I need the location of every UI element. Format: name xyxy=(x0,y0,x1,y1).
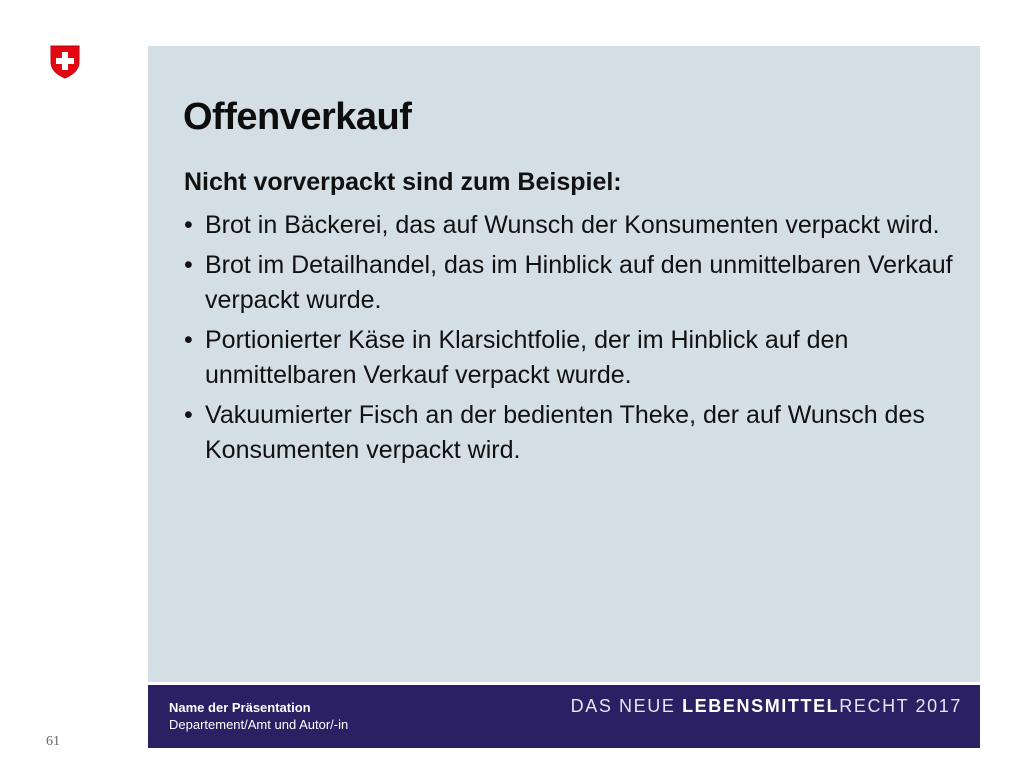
bullet-list xyxy=(184,208,974,473)
swiss-cross-icon xyxy=(50,45,80,79)
footer-presentation-name: Name der Präsentation xyxy=(169,700,311,715)
footer-brand xyxy=(571,696,962,717)
bullet-text: Portionierter Käse in Klarsichtfolie, der im Hinblick auf den unmittelbaren Verkauf verpackt wurde. xyxy=(205,326,849,389)
bullet-dot: • xyxy=(184,326,193,354)
brand-prefix: DAS NEUE xyxy=(570,696,683,716)
list-item xyxy=(184,398,974,468)
bullet-dot: • xyxy=(184,251,193,279)
list-item xyxy=(184,323,974,393)
bullet-text: Vakuumierter Fisch an der bedienten Theke, der auf Wunsch des Konsumenten verpackt wird. xyxy=(205,401,925,464)
list-item xyxy=(184,248,974,318)
footer-department: Departement/Amt und Autor/-in xyxy=(169,717,349,732)
slide-title: Offenverkauf xyxy=(183,96,412,138)
bullet-text: Brot im Detailhandel, das im Hinblick auf den unmittelbaren Verkauf verpackt wurde. xyxy=(205,251,953,314)
bullet-dot: • xyxy=(184,401,193,429)
bullet-dot: • xyxy=(184,211,193,239)
list-item xyxy=(184,208,974,243)
page-number: 61 xyxy=(46,734,60,749)
slide-subtitle: Nicht vorverpackt sind zum Beispiel: xyxy=(184,168,622,196)
brand-bold: LEBENSMITTEL xyxy=(682,696,840,716)
brand-suffix: RECHT 2017 xyxy=(839,696,962,716)
bullet-text: Brot in Bäckerei, das auf Wunsch der Konsumenten verpackt wird. xyxy=(205,211,940,239)
